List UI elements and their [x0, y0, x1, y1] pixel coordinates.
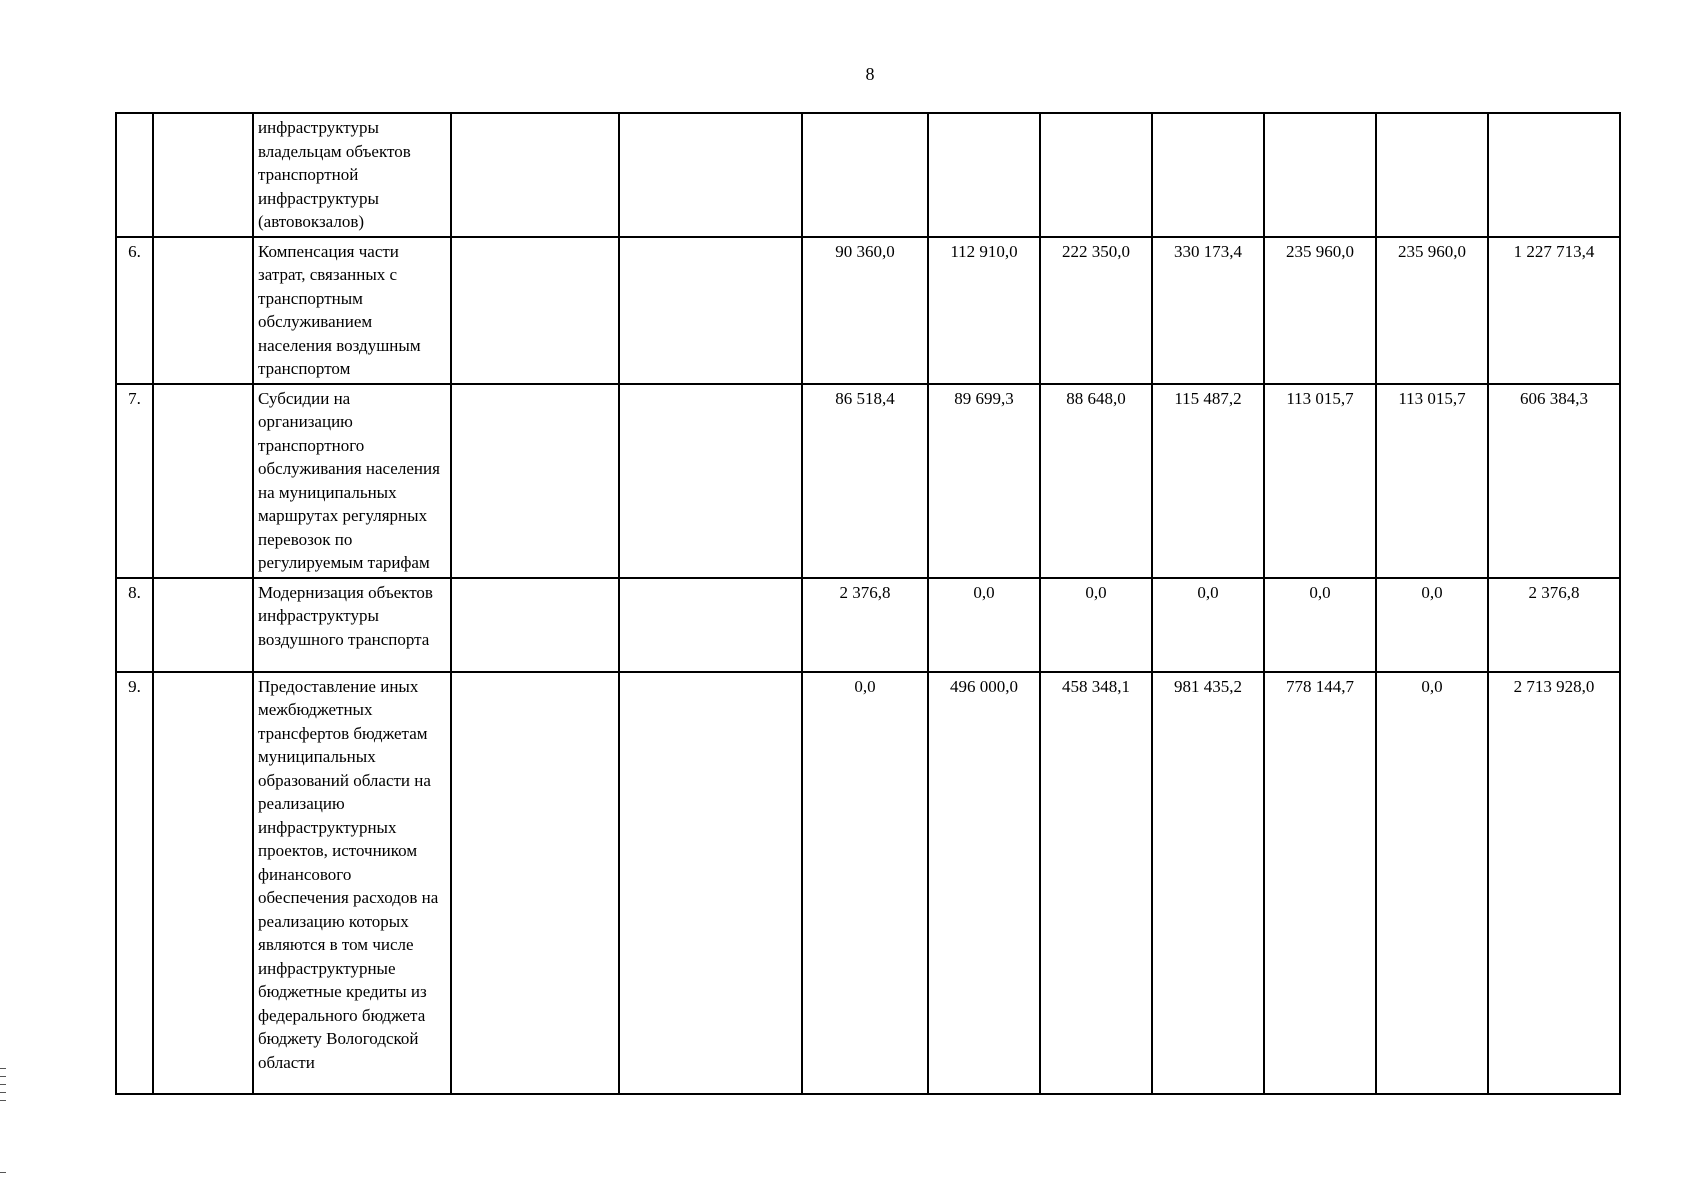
- row-number: 6.: [116, 237, 153, 384]
- blank-cell: [153, 113, 253, 237]
- blank-cell: [451, 578, 619, 672]
- scan-edge-marks: [0, 1068, 8, 1178]
- row-description: Модернизация объектов инфраструктуры воздушного транспорта: [253, 578, 451, 672]
- row-description: Субсидии на организацию транспортного обслуживания населения на муниципальных маршрутах регулярных перевозок по регулируемым тарифам: [253, 384, 451, 578]
- value-cell: 2 713 928,0: [1488, 672, 1620, 1094]
- value-cell: 235 960,0: [1376, 237, 1488, 384]
- blank-cell: [619, 113, 802, 237]
- row-description: Компенсация части затрат, связанных с транспортным обслуживанием населения воздушным транспортом: [253, 237, 451, 384]
- table-row: [116, 113, 1620, 237]
- value-cell: [1376, 113, 1488, 237]
- blank-cell: [619, 384, 802, 578]
- blank-cell: [451, 113, 619, 237]
- value-cell: 0,0: [1040, 578, 1152, 672]
- value-cell: [802, 113, 928, 237]
- value-cell: [1040, 113, 1152, 237]
- table-row: [116, 384, 1620, 578]
- value-cell: [1264, 113, 1376, 237]
- blank-cell: [153, 384, 253, 578]
- row-description: инфраструктуры владельцам объектов транспортной инфраструктуры (автовокзалов): [253, 113, 451, 237]
- value-cell: 113 015,7: [1264, 384, 1376, 578]
- blank-cell: [619, 672, 802, 1094]
- row-description: Предоставление иных межбюджетных трансфертов бюджетам муниципальных образований области на реализацию инфраструктурных проектов, источником финансового обеспечения расходов на реализацию которых являются в том числе инфраструктурные бюджетные кредиты из федерального бюджета бюджету Вологодской области: [253, 672, 451, 1094]
- value-cell: [1488, 113, 1620, 237]
- value-cell: 0,0: [1264, 578, 1376, 672]
- table-row: [116, 578, 1620, 672]
- value-cell: 330 173,4: [1152, 237, 1264, 384]
- value-cell: 222 350,0: [1040, 237, 1152, 384]
- row-number: 9.: [116, 672, 153, 1094]
- value-cell: 0,0: [1152, 578, 1264, 672]
- value-cell: [1152, 113, 1264, 237]
- value-cell: 115 487,2: [1152, 384, 1264, 578]
- blank-cell: [451, 237, 619, 384]
- blank-cell: [451, 672, 619, 1094]
- blank-cell: [153, 672, 253, 1094]
- value-cell: 778 144,7: [1264, 672, 1376, 1094]
- row-number: 7.: [116, 384, 153, 578]
- value-cell: 89 699,3: [928, 384, 1040, 578]
- row-number: [116, 113, 153, 237]
- blank-cell: [451, 384, 619, 578]
- value-cell: 458 348,1: [1040, 672, 1152, 1094]
- budget-table: [115, 112, 1621, 1095]
- value-cell: 0,0: [1376, 672, 1488, 1094]
- value-cell: 90 360,0: [802, 237, 928, 384]
- value-cell: 606 384,3: [1488, 384, 1620, 578]
- value-cell: 113 015,7: [1376, 384, 1488, 578]
- table-row: [116, 237, 1620, 384]
- value-cell: 235 960,0: [1264, 237, 1376, 384]
- page-number: 8: [865, 64, 875, 84]
- value-cell: 0,0: [1376, 578, 1488, 672]
- value-cell: 88 648,0: [1040, 384, 1152, 578]
- value-cell: 0,0: [802, 672, 928, 1094]
- table-row: [116, 672, 1620, 1094]
- blank-cell: [153, 578, 253, 672]
- value-cell: [928, 113, 1040, 237]
- value-cell: 496 000,0: [928, 672, 1040, 1094]
- value-cell: 2 376,8: [802, 578, 928, 672]
- value-cell: 1 227 713,4: [1488, 237, 1620, 384]
- value-cell: 86 518,4: [802, 384, 928, 578]
- blank-cell: [153, 237, 253, 384]
- value-cell: 112 910,0: [928, 237, 1040, 384]
- value-cell: 2 376,8: [1488, 578, 1620, 672]
- value-cell: 981 435,2: [1152, 672, 1264, 1094]
- blank-cell: [619, 237, 802, 384]
- value-cell: 0,0: [928, 578, 1040, 672]
- row-number: 8.: [116, 578, 153, 672]
- blank-cell: [619, 578, 802, 672]
